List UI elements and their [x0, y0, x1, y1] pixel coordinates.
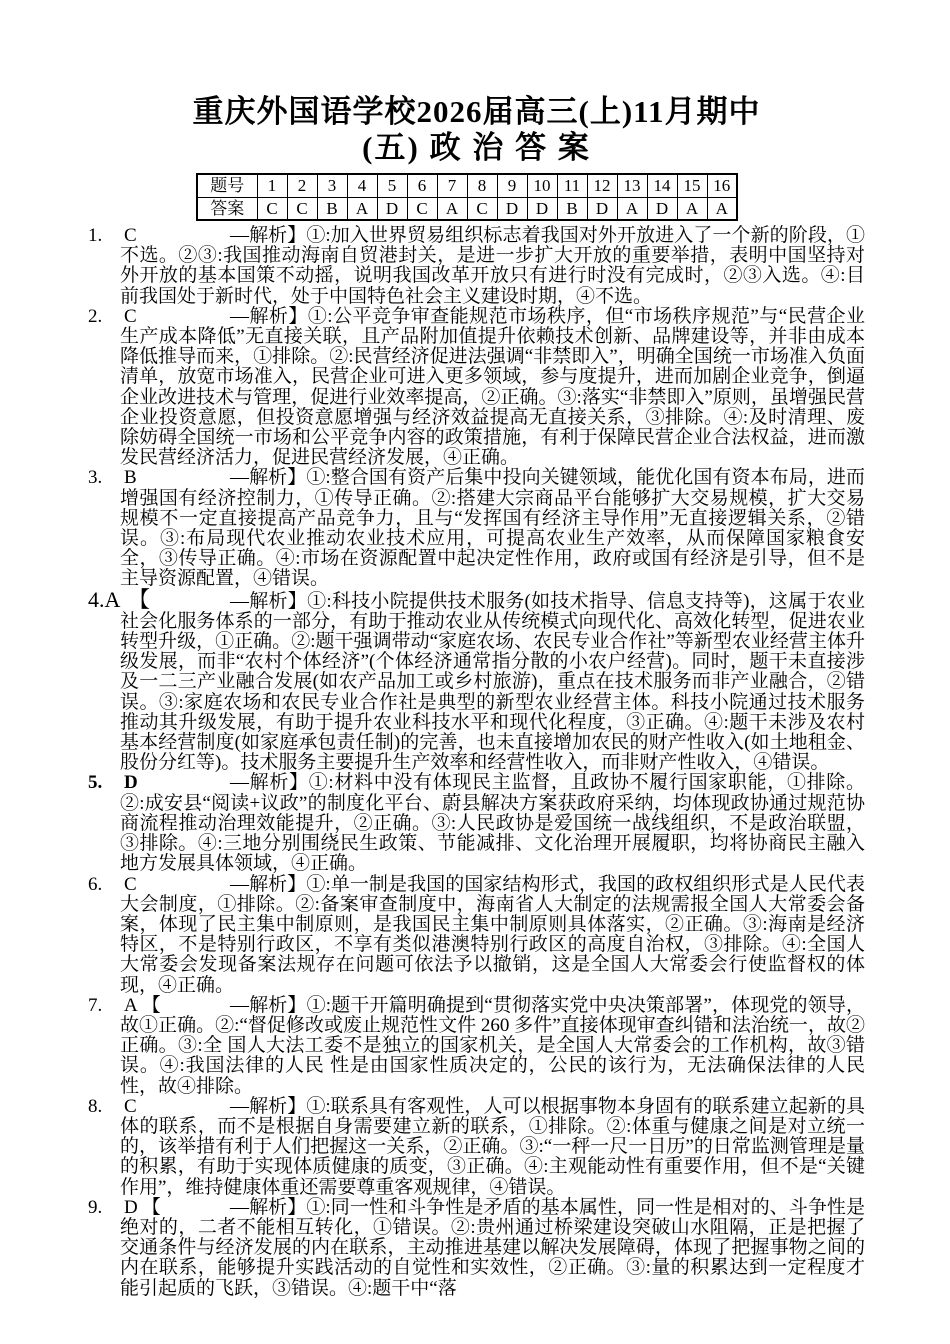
- analysis-label: —解析】: [230, 994, 307, 1016]
- analysis-label: —解析】: [230, 305, 308, 327]
- question-number-cell: 12: [587, 174, 617, 197]
- item-marker: [88, 875, 230, 895]
- answer-cell: D: [587, 197, 617, 220]
- explanation-list: [88, 226, 865, 1299]
- analysis-text: ①:联系具有客观性，人可以根据事物本身固有的联系建立起新的具体的联系，而不是根据自身需要建立新的联系，①排除。②:体重与健康之间是对立统一的，该举措有利于人们把握这一关系，②正确。③:“一秤一尺一日历”的日常监测管理是量的积累，有助于实现体质健康的质变，③正确。④:主观能动性有重要作用，但不是“关键作用”，维持健康体重还需要尊重客观规律，④错误。: [120, 1095, 865, 1198]
- item-answer: C: [124, 1095, 137, 1117]
- explanation-item-2: [88, 307, 865, 469]
- document-subtitle: (五) 政 治 答 案: [362, 130, 591, 165]
- question-number-cell: 5: [377, 174, 407, 197]
- item-number: 8.: [88, 1095, 103, 1117]
- item-bracket: 【: [141, 994, 161, 1016]
- question-number-cell: 16: [707, 174, 737, 197]
- answer-cell: A: [437, 197, 467, 220]
- question-number-cell: 6: [407, 174, 437, 197]
- answer-key-table: [196, 173, 738, 221]
- analysis-text: ①:同一性和斗争性是矛盾的基本属性，同一性是相对的、斗争性是绝对的，二者不能相互转化，①错误。②:贵州通过桥梁建设突破山水阻隔，正是把握了交通条件与经济发展的内在联系，主动推进基建以解决发展障碍，体现了把握事物之间的内在联系，能够提升实践活动的自觉性和实效性，②正确。③:量的积累达到一定程度才能引起质的飞跃，③错误。④:题干中“落: [120, 1196, 865, 1299]
- answer-cell: C: [257, 197, 287, 220]
- item-number: 4.A: [88, 586, 121, 612]
- item-bracket: 【: [128, 586, 151, 612]
- analysis-text: ①:单一制是我国的国家结构形式，我国的政权组织形式是人民代表大会制度，①排除。②:备案审查制度中，海南省人大制定的法规需报全国人大常委会备案，体现了民主集中制原则，是我国民主集中制原则具体落实，②正确。③:海南是经济特区，不是特别行政区，不享有类似港澳特别行政区的高度自治权，③排除。④:全国人大常委会发现备案法规存在问题可依法予以撤销，这是全国人大常委会行使监督权的体现，④正确。: [120, 873, 865, 996]
- item-marker: [88, 1198, 230, 1218]
- answer-cell: C: [287, 197, 317, 220]
- question-number-cell: 2: [287, 174, 317, 197]
- item-marker: [88, 773, 230, 793]
- item-number: 7.: [88, 994, 103, 1016]
- answer-cell: A: [347, 197, 377, 220]
- question-number-cell: 13: [617, 174, 647, 197]
- item-answer: D: [124, 1196, 138, 1218]
- item-marker: [88, 468, 230, 488]
- analysis-label: —解析】: [230, 225, 307, 246]
- item-answer: C: [124, 873, 137, 895]
- item-number: 5.: [88, 772, 103, 794]
- explanation-item-6: [88, 875, 865, 996]
- analysis-text: ①:材料中没有体现民主监督，且政协不履行国家职能，①排除。②:成安县“阅读+议政”的制度化平台、蔚县解决方案获政府采纳，均体现政协通过规范协商流程推动治理效能提升，②正确。③:人民政协是爱国统一战线组织，不是政治联盟，③排除。④:三地分别围绕民生政策、节能减排、文化治理开展履职，均将协商民主融入地方发展具体领域，④正确。: [120, 772, 865, 875]
- item-number: 3.: [88, 467, 103, 489]
- item-number: 6.: [88, 873, 103, 895]
- item-marker: [88, 307, 230, 327]
- question-number-cell: 8: [467, 174, 497, 197]
- item-answer: D: [124, 772, 138, 794]
- explanation-item-8: [88, 1097, 865, 1198]
- analysis-label: —解析】: [230, 1196, 307, 1218]
- question-number-cell: 3: [317, 174, 347, 197]
- question-number-row: [197, 174, 737, 197]
- analysis-text: ①:科技小院提供技术服务(如技术指导、信息支持等)，这属于农业社会化服务体系的一部分，有助于推动农业从传统模式向现代化、高效化转型，促进农业转型升级，①正确。②:题干强调带动“家庭农场、农民专业合作社”等新型农业经营主体升级发展，而非“农村个体经济”(个体经济通常指分散的小农户经营)。同时，题干未直接涉及一二三产业融合发展(如农产品加工或乡村旅游)，重点在技术服务而非产业融合，②错误。③:家庭农场和农民专业合作社是典型的新型农业经营主体。科技小院通过技术服务推动其升级发展，有助于提升农业科技水平和现代化程度，③正确。④:题干未涉及农村基本经营制度(如家庭承包责任制)的完善，也未直接增加农民的财产性收入(如土地租金、股份分红等)。技术服务主要提升生产效率和经营性收入，而非财产性收入，④错误。: [120, 590, 865, 774]
- analysis-text: ①:加入世界贸易组织标志着我国对外开放进入了一个新的阶段，①不选。②③:我国推动海南自贸港封关，是进一步扩大开放的重要举措，表明中国坚持对外开放的基本国策不动摇，说明我国改革开放只有进行时没有完成时，②③入选。④:目前我国处于新时代，处于中国特色社会主义建设时期，④不选。: [120, 225, 865, 307]
- answer-row-header: 答案: [197, 197, 257, 220]
- analysis-label: —解析】: [230, 873, 307, 895]
- item-marker: [88, 1097, 230, 1117]
- item-marker: [88, 996, 230, 1016]
- analysis-label: —解析】: [230, 590, 308, 612]
- item-answer: C: [124, 305, 137, 327]
- explanation-item-9: [88, 1198, 865, 1299]
- item-number: 2.: [88, 305, 103, 327]
- item-marker: [88, 226, 230, 246]
- analysis-label: —解析】: [230, 1095, 307, 1117]
- question-number-cell: 10: [527, 174, 557, 197]
- answer-cell: D: [527, 197, 557, 220]
- question-number-cell: 4: [347, 174, 377, 197]
- explanation-item-4: [88, 586, 865, 774]
- analysis-text: ①:题干开篇明确提到“贯彻落实党中央决策部署”，体现党的领导，故①正确。②:“督促修改或废止规范性文件 260 多件”直接体现审查纠错和法治统一，故②正确。③:全 国人大法工委不是独立的国家机关，是全国人大常委会的工作机构，故③错误。④:我国法律的人民 性是由国家性质决定的，公民的该行为，无法确保法律的人民性，故④排除。: [120, 994, 865, 1097]
- item-answer: B: [124, 467, 137, 489]
- document-title: 重庆外国语学校2026届高三(上)11月期中: [192, 94, 761, 129]
- answer-cell: D: [377, 197, 407, 220]
- answer-cell: B: [317, 197, 347, 220]
- explanation-item-5: [88, 773, 865, 874]
- question-number-cell: 14: [647, 174, 677, 197]
- question-number-cell: 11: [557, 174, 587, 197]
- answer-row: [197, 197, 737, 220]
- answer-cell: A: [677, 197, 707, 220]
- answer-cell: C: [407, 197, 437, 220]
- item-bracket: 【: [141, 1196, 161, 1218]
- answer-cell: D: [497, 197, 527, 220]
- item-number: 1.: [88, 225, 103, 246]
- answer-cell: A: [707, 197, 737, 220]
- question-number-cell: 9: [497, 174, 527, 197]
- item-number: 9.: [88, 1196, 103, 1218]
- answer-cell: C: [467, 197, 497, 220]
- item-answer: A: [124, 994, 138, 1016]
- question-number-cell: 15: [677, 174, 707, 197]
- question-number-cell: 7: [437, 174, 467, 197]
- question-number-cell: 1: [257, 174, 287, 197]
- explanation-item-7: [88, 996, 865, 1097]
- explanation-item-3: [88, 468, 865, 589]
- analysis-label: —解析】: [230, 467, 307, 489]
- answer-cell: B: [557, 197, 587, 220]
- explanation-item-1: [88, 226, 865, 307]
- analysis-text: ①:公平竞争审查能规范市场秩序，但“市场秩序规范”与“民营企业生产成本降低”无直接关联，且产品附加值提升依赖技术创新、品牌建设等，并非由成本降低推导而来，①排除。②:民营经济促进法强调“非禁即入”，明确全国统一市场准入负面清单，放宽市场准入，民营企业可进入更多领域，参与度提升，进而加剧企业竞争，倒逼企业改进技术与管理，促进行业效率提高，②正确。③:落实“非禁即入”原则，虽增强民营企业投资意愿，但投资意愿增强与经济效益提高无直接关系，③排除。④:及时清理、废除妨碍全国统一市场和公平竞争内容的政策措施，有利于保障民营企业合法权益，进而激发民营经济活力，促进民营经济发展，④正确。: [120, 305, 865, 469]
- item-answer: C: [124, 225, 137, 246]
- answer-cell: A: [617, 197, 647, 220]
- analysis-text: ①:整合国有资产后集中投向关键领域，能优化国有资本布局，进而增强国有经济控制力，①传导正确。②:搭建大宗商品平台能够扩大交易规模，扩大交易规模不一定直接提高产品竞争力，且与“发挥国有经济主导作用”无直接逻辑关系，②错误。③:布局现代农业推动农业技术应用，可提高农业生产效率，从而保障国家粮食安全，③传导正确。④:市场在资源配置中起决定性作用，政府或国有经济是引导，但不是主导资源配置，④错误。: [120, 467, 865, 590]
- analysis-label: —解析】: [230, 772, 309, 794]
- item-marker: [88, 586, 230, 612]
- question-row-header: 题号: [197, 174, 257, 197]
- answer-cell: D: [647, 197, 677, 220]
